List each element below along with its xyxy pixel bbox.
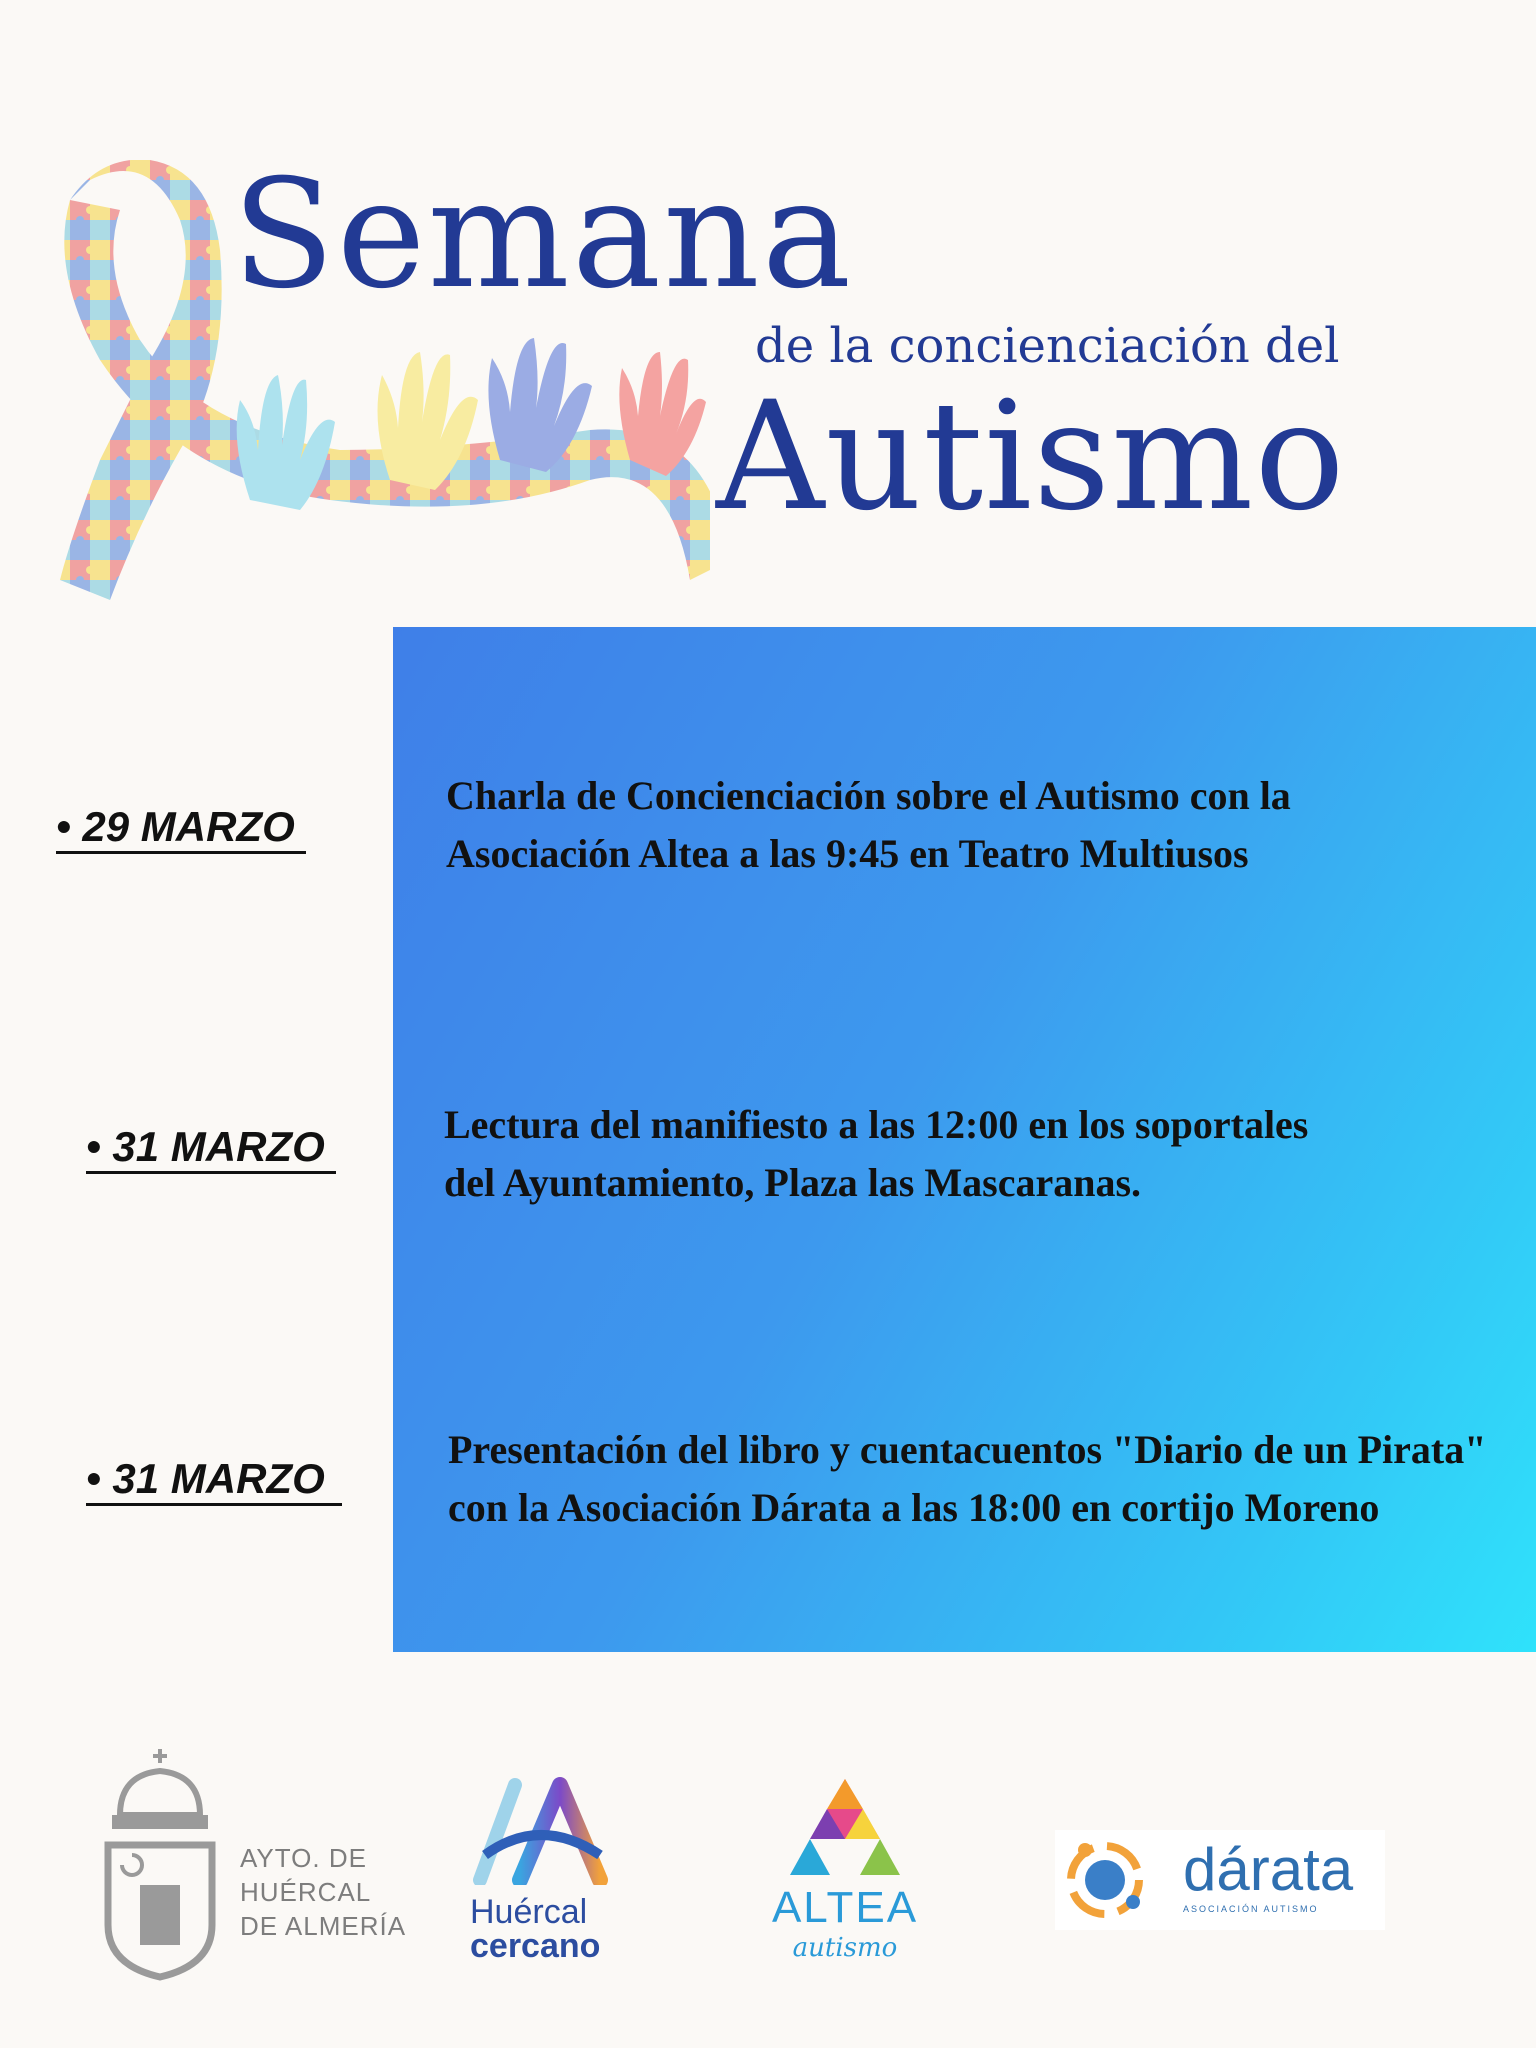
ayto-line3: DE ALMERÍA: [240, 1911, 407, 1941]
event-description: Charla de Concienciación sobre el Autismo con la Asociación Altea a las 9:45 en Teatro Multiusos: [446, 773, 1291, 876]
altea-tagline: autismo: [792, 1933, 898, 1963]
huercal-cercano-logo: [460, 1775, 620, 1975]
title-autismo: Autismo: [716, 370, 1346, 544]
huercal-line1: Huércal: [470, 1893, 588, 1931]
event-date: • 29 MARZO: [56, 803, 295, 851]
darata-name: dárata: [1183, 1836, 1354, 1903]
darata-mark: [1055, 1830, 1155, 1930]
altea-autismo-logo: [770, 1775, 920, 1975]
event-description: Presentación del libro y cuentacuentos "Diario de un Pirata" con la Asociación Dárata a las 18:00 en cortijo Moreno: [448, 1427, 1487, 1530]
title-subtitle: de la concienciación del: [755, 318, 1340, 374]
event-date: • 31 MARZO: [86, 1123, 325, 1171]
ayto-line1: AYTO. DE: [240, 1843, 367, 1873]
event-date: • 31 MARZO: [86, 1455, 325, 1503]
huercal-line2: cercano: [470, 1927, 601, 1965]
coat-of-arms-icon: [100, 1745, 220, 1985]
darata-tagline: ASOCIACIÓN AUTISMO: [1183, 1904, 1319, 1914]
altea-puzzle-mark: [770, 1775, 920, 1885]
title-semana: Semana: [232, 148, 854, 322]
huercal-cercano-mark: [460, 1775, 620, 1885]
ayto-line2: HUÉRCAL: [240, 1877, 372, 1907]
darata-logo: [1055, 1830, 1385, 1930]
event-description: Lectura del manifiesto a las 12:00 en los soportales del Ayuntamiento, Plaza las Mascaranas.: [444, 1102, 1309, 1205]
ayto-huercal-logo: [100, 1745, 420, 1985]
altea-name: ALTEA: [771, 1883, 919, 1932]
